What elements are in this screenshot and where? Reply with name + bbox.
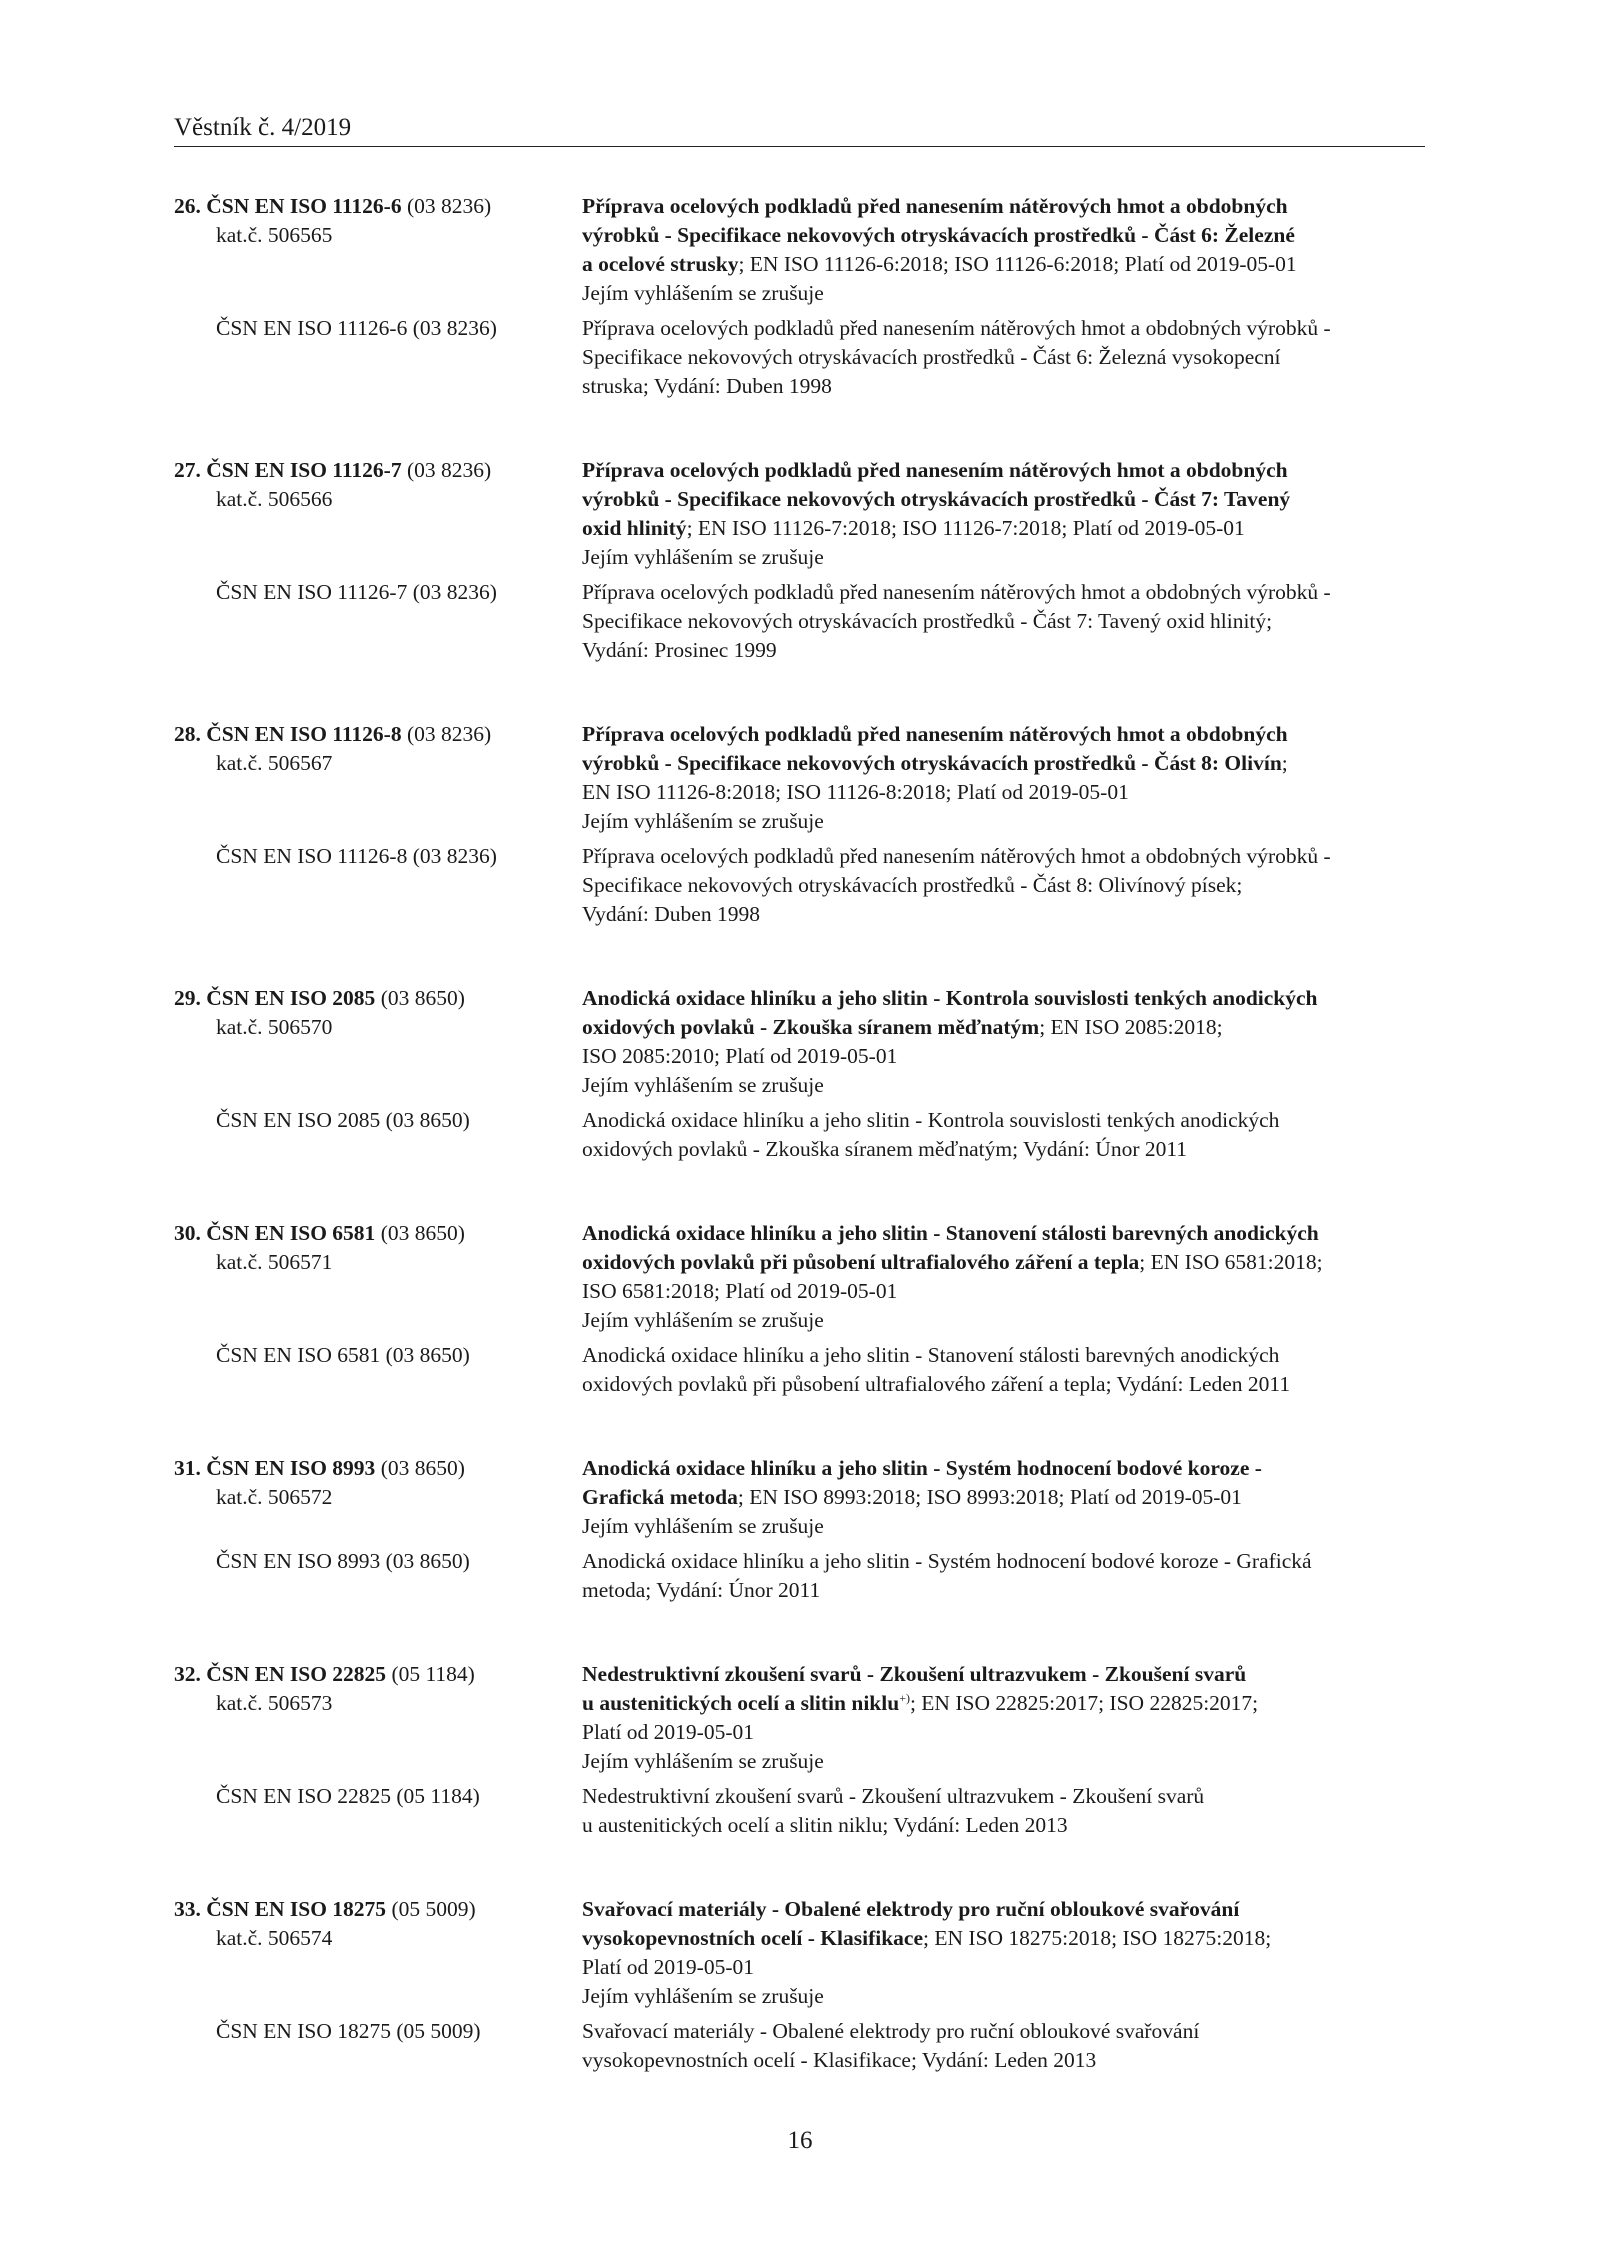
cancelled-standard-code: ČSN EN ISO 11126-6 (03 8236): [216, 316, 497, 340]
classification-code: (03 8650): [380, 1456, 465, 1480]
standard-entry: [174, 192, 1434, 401]
entry-number: 30.: [174, 1221, 201, 1245]
new-standard-id: [174, 720, 582, 836]
standard-code: ČSN EN ISO 11126-6: [206, 194, 402, 218]
title-line: Příprava ocelových podkladů před nanesením nátěrových hmot a obdobných: [582, 722, 1288, 746]
new-standard-title: [582, 456, 1424, 572]
standard-entry: [174, 720, 1434, 929]
cancelled-title-line: Specifikace nekovových otryskávacích prostředků - Část 8: Olivínový písek;: [582, 873, 1243, 897]
cancelled-standard-title: [582, 314, 1424, 401]
entry-number: 26.: [174, 194, 201, 218]
cancelled-title-line: Svařovací materiály - Obalené elektrody pro ruční obloukové svařování: [582, 2019, 1200, 2043]
title-line: oxidových povlaků při působení ultrafialového záření a tepla: [582, 1250, 1140, 1274]
standard-reference: ; EN ISO 11126-7:2018; ISO 11126-7:2018; Platí od 2019-05-01: [686, 516, 1245, 540]
standard-code-line: [174, 456, 582, 485]
standard-code-line: [174, 192, 582, 221]
cancelled-standard-code: ČSN EN ISO 8993 (03 8650): [216, 1549, 470, 1573]
cancelled-title-line: Anodická oxidace hliníku a jeho slitin - Stanovení stálosti barevných anodických: [582, 1343, 1280, 1367]
standard-code-line: [174, 1454, 582, 1483]
standard-code-line: [174, 1895, 582, 1924]
cancelled-title-line: Vydání: Duben 1998: [582, 902, 760, 926]
catalog-number: kat.č. 506573: [216, 1691, 333, 1715]
standard-code-line: [174, 1219, 582, 1248]
cancelled-standard-title: [582, 1547, 1424, 1605]
catalog-number: kat.č. 506572: [216, 1485, 333, 1509]
standard-code: ČSN EN ISO 2085: [206, 986, 376, 1010]
standard-entry: [174, 984, 1434, 1164]
cancelled-standard-code: ČSN EN ISO 2085 (03 8650): [216, 1108, 470, 1132]
catalog-number: kat.č. 506565: [216, 223, 333, 247]
standard-reference: ; EN ISO 22825:2017; ISO 22825:2017;: [909, 1691, 1259, 1715]
title-line: výrobků - Specifikace nekovových otryskávacích prostředků - Část 8: Olivín: [582, 751, 1282, 775]
standard-code: ČSN EN ISO 18275: [206, 1897, 387, 1921]
footnote-marker: +): [899, 1690, 910, 1705]
new-standard-title: [582, 720, 1424, 836]
cancellation-note: Jejím vyhlášením se zrušuje: [582, 1984, 824, 2008]
cancelled-title-line: Příprava ocelových podkladů před nanesením nátěrových hmot a obdobných výrobků -: [582, 844, 1331, 868]
catalog-number: kat.č. 506574: [216, 1926, 333, 1950]
catalog-number: kat.č. 506571: [216, 1250, 333, 1274]
title-line: Anodická oxidace hliníku a jeho slitin - Kontrola souvislosti tenkých anodických: [582, 986, 1318, 1010]
cancelled-title-line: oxidových povlaků - Zkouška síranem měďnatým; Vydání: Únor 2011: [582, 1137, 1188, 1161]
entry-number: 28.: [174, 722, 201, 746]
cancelled-title-line: Specifikace nekovových otryskávacích prostředků - Část 7: Tavený oxid hlinitý;: [582, 609, 1273, 633]
title-line: a ocelové strusky: [582, 252, 739, 276]
cancelled-standard-title: [582, 1782, 1424, 1840]
cancelled-title-line: struska; Vydání: Duben 1998: [582, 374, 832, 398]
entry-number: 27.: [174, 458, 201, 482]
title-line: Nedestruktivní zkoušení svarů - Zkoušení ultrazvukem - Zkoušení svarů: [582, 1662, 1247, 1686]
standard-code-line: [174, 720, 582, 749]
title-line: oxid hlinitý: [582, 516, 687, 540]
title-line: výrobků - Specifikace nekovových otryskávacích prostředků - Část 7: Tavený: [582, 487, 1291, 511]
cancelled-standard-title: [582, 1106, 1424, 1164]
standards-list: [174, 192, 1434, 2130]
cancelled-standard-code: ČSN EN ISO 22825 (05 1184): [216, 1784, 480, 1808]
standard-reference-line: ISO 2085:2010; Platí od 2019-05-01: [582, 1044, 898, 1068]
new-standard-id: [174, 456, 582, 572]
new-standard-title: [582, 1219, 1424, 1335]
cancelled-standard-title: [582, 578, 1424, 665]
title-line: Příprava ocelových podkladů před nanesením nátěrových hmot a obdobných: [582, 194, 1288, 218]
cancelled-title-line: Vydání: Prosinec 1999: [582, 638, 777, 662]
cancellation-note: Jejím vyhlášením se zrušuje: [582, 1308, 824, 1332]
new-standard-id: [174, 192, 582, 308]
standard-code: ČSN EN ISO 22825: [206, 1662, 387, 1686]
classification-code: (03 8236): [406, 722, 492, 746]
new-standard-title: [582, 1895, 1424, 2011]
title-line: výrobků - Specifikace nekovových otryskávacích prostředků - Část 6: Železné: [582, 223, 1295, 247]
entry-number: 31.: [174, 1456, 201, 1480]
classification-code: (05 5009): [391, 1897, 476, 1921]
catalog-number: kat.č. 506566: [216, 487, 333, 511]
cancelled-standard-code: ČSN EN ISO 11126-8 (03 8236): [216, 844, 497, 868]
page-number: 16: [787, 2127, 813, 2154]
title-line: oxidových povlaků - Zkouška síranem měďnatým: [582, 1015, 1040, 1039]
standard-entry: [174, 1219, 1434, 1399]
standard-reference: ; EN ISO 8993:2018; ISO 8993:2018; Platí od 2019-05-01: [737, 1485, 1242, 1509]
standard-code-line: [174, 984, 582, 1013]
standard-code: ČSN EN ISO 11126-7: [206, 458, 402, 482]
cancellation-note: Jejím vyhlášením se zrušuje: [582, 1073, 824, 1097]
new-standard-title: [582, 1454, 1424, 1541]
standard-reference-line: EN ISO 11126-8:2018; ISO 11126-8:2018; Platí od 2019-05-01: [582, 780, 1129, 804]
title-line: vysokopevnostních ocelí - Klasifikace: [582, 1926, 924, 1950]
standard-reference-line: ISO 6581:2018; Platí od 2019-05-01: [582, 1279, 898, 1303]
cancelled-title-line: Specifikace nekovových otryskávacích prostředků - Část 6: Železná vysokopecní: [582, 345, 1281, 369]
new-standard-id: [174, 1454, 582, 1541]
cancellation-note: Jejím vyhlášením se zrušuje: [582, 1749, 824, 1773]
standard-entry: [174, 1895, 1434, 2075]
title-line: Svařovací materiály - Obalené elektrody pro ruční obloukové svařování: [582, 1897, 1240, 1921]
cancelled-title-line: vysokopevnostních ocelí - Klasifikace; Vydání: Leden 2013: [582, 2048, 1097, 2072]
entry-number: 32.: [174, 1662, 201, 1686]
standard-reference: ;: [1281, 751, 1288, 775]
standard-reference-line: Platí od 2019-05-01: [582, 1720, 754, 1744]
standard-code: ČSN EN ISO 11126-8: [206, 722, 402, 746]
new-standard-title: [582, 1660, 1424, 1776]
title-line: Anodická oxidace hliníku a jeho slitin - Systém hodnocení bodové koroze -: [582, 1456, 1262, 1480]
title-line: Anodická oxidace hliníku a jeho slitin - Stanovení stálosti barevných anodických: [582, 1221, 1319, 1245]
new-standard-title: [582, 984, 1424, 1100]
cancellation-note: Jejím vyhlášením se zrušuje: [582, 545, 824, 569]
standard-entry: [174, 1454, 1434, 1605]
entry-number: 29.: [174, 986, 201, 1010]
cancelled-title-line: u austenitických ocelí a slitin niklu; Vydání: Leden 2013: [582, 1813, 1068, 1837]
classification-code: (05 1184): [391, 1662, 475, 1686]
standard-reference: ; EN ISO 18275:2018; ISO 18275:2018;: [923, 1926, 1272, 1950]
title-line: Grafická metoda: [582, 1485, 738, 1509]
cancelled-title-line: Anodická oxidace hliníku a jeho slitin - Kontrola souvislosti tenkých anodických: [582, 1108, 1280, 1132]
cancelled-standard-title: [582, 2017, 1424, 2075]
new-standard-id: [174, 1219, 582, 1335]
journal-title: Věstník č. 4/2019: [174, 114, 352, 141]
standard-reference-line: Platí od 2019-05-01: [582, 1955, 754, 1979]
cancelled-standard-code: ČSN EN ISO 11126-7 (03 8236): [216, 580, 497, 604]
cancelled-standard-code: ČSN EN ISO 18275 (05 5009): [216, 2019, 481, 2043]
classification-code: (03 8650): [380, 986, 465, 1010]
title-line: u austenitických ocelí a slitin niklu: [582, 1691, 900, 1715]
standard-code-line: [174, 1660, 582, 1689]
standard-entry: [174, 456, 1434, 665]
cancellation-note: Jejím vyhlášením se zrušuje: [582, 281, 824, 305]
title-line: Příprava ocelových podkladů před nanesením nátěrových hmot a obdobných: [582, 458, 1288, 482]
new-standard-id: [174, 1895, 582, 2011]
standard-code: ČSN EN ISO 8993: [206, 1456, 376, 1480]
cancelled-title-line: Příprava ocelových podkladů před nanesením nátěrových hmot a obdobných výrobků -: [582, 316, 1331, 340]
cancelled-title-line: oxidových povlaků při působení ultrafialového záření a tepla; Vydání: Leden 2011: [582, 1372, 1291, 1396]
standard-code: ČSN EN ISO 6581: [206, 1221, 376, 1245]
classification-code: (03 8236): [406, 194, 492, 218]
page-header: [174, 112, 1425, 147]
entry-number: 33.: [174, 1897, 201, 1921]
cancelled-standard-code: ČSN EN ISO 6581 (03 8650): [216, 1343, 470, 1367]
standard-entry: [174, 1660, 1434, 1840]
cancelled-standard-title: [582, 1341, 1424, 1399]
new-standard-title: [582, 192, 1424, 308]
catalog-number: kat.č. 506570: [216, 1015, 333, 1039]
cancellation-note: Jejím vyhlášením se zrušuje: [582, 1514, 824, 1538]
classification-code: (03 8236): [406, 458, 492, 482]
cancelled-title-line: Příprava ocelových podkladů před nanesením nátěrových hmot a obdobných výrobků -: [582, 580, 1331, 604]
standard-reference: ; EN ISO 2085:2018;: [1039, 1015, 1223, 1039]
standard-reference: ; EN ISO 6581:2018;: [1139, 1250, 1323, 1274]
cancelled-title-line: Nedestruktivní zkoušení svarů - Zkoušení ultrazvukem - Zkoušení svarů: [582, 1784, 1205, 1808]
cancelled-title-line: Anodická oxidace hliníku a jeho slitin - Systém hodnocení bodové koroze - Grafická: [582, 1549, 1312, 1573]
cancelled-standard-title: [582, 842, 1424, 929]
cancelled-title-line: metoda; Vydání: Únor 2011: [582, 1578, 821, 1602]
cancellation-note: Jejím vyhlášením se zrušuje: [582, 809, 824, 833]
catalog-number: kat.č. 506567: [216, 751, 333, 775]
standard-reference: ; EN ISO 11126-6:2018; ISO 11126-6:2018; Platí od 2019-05-01: [738, 252, 1297, 276]
new-standard-id: [174, 1660, 582, 1776]
classification-code: (03 8650): [380, 1221, 465, 1245]
new-standard-id: [174, 984, 582, 1100]
